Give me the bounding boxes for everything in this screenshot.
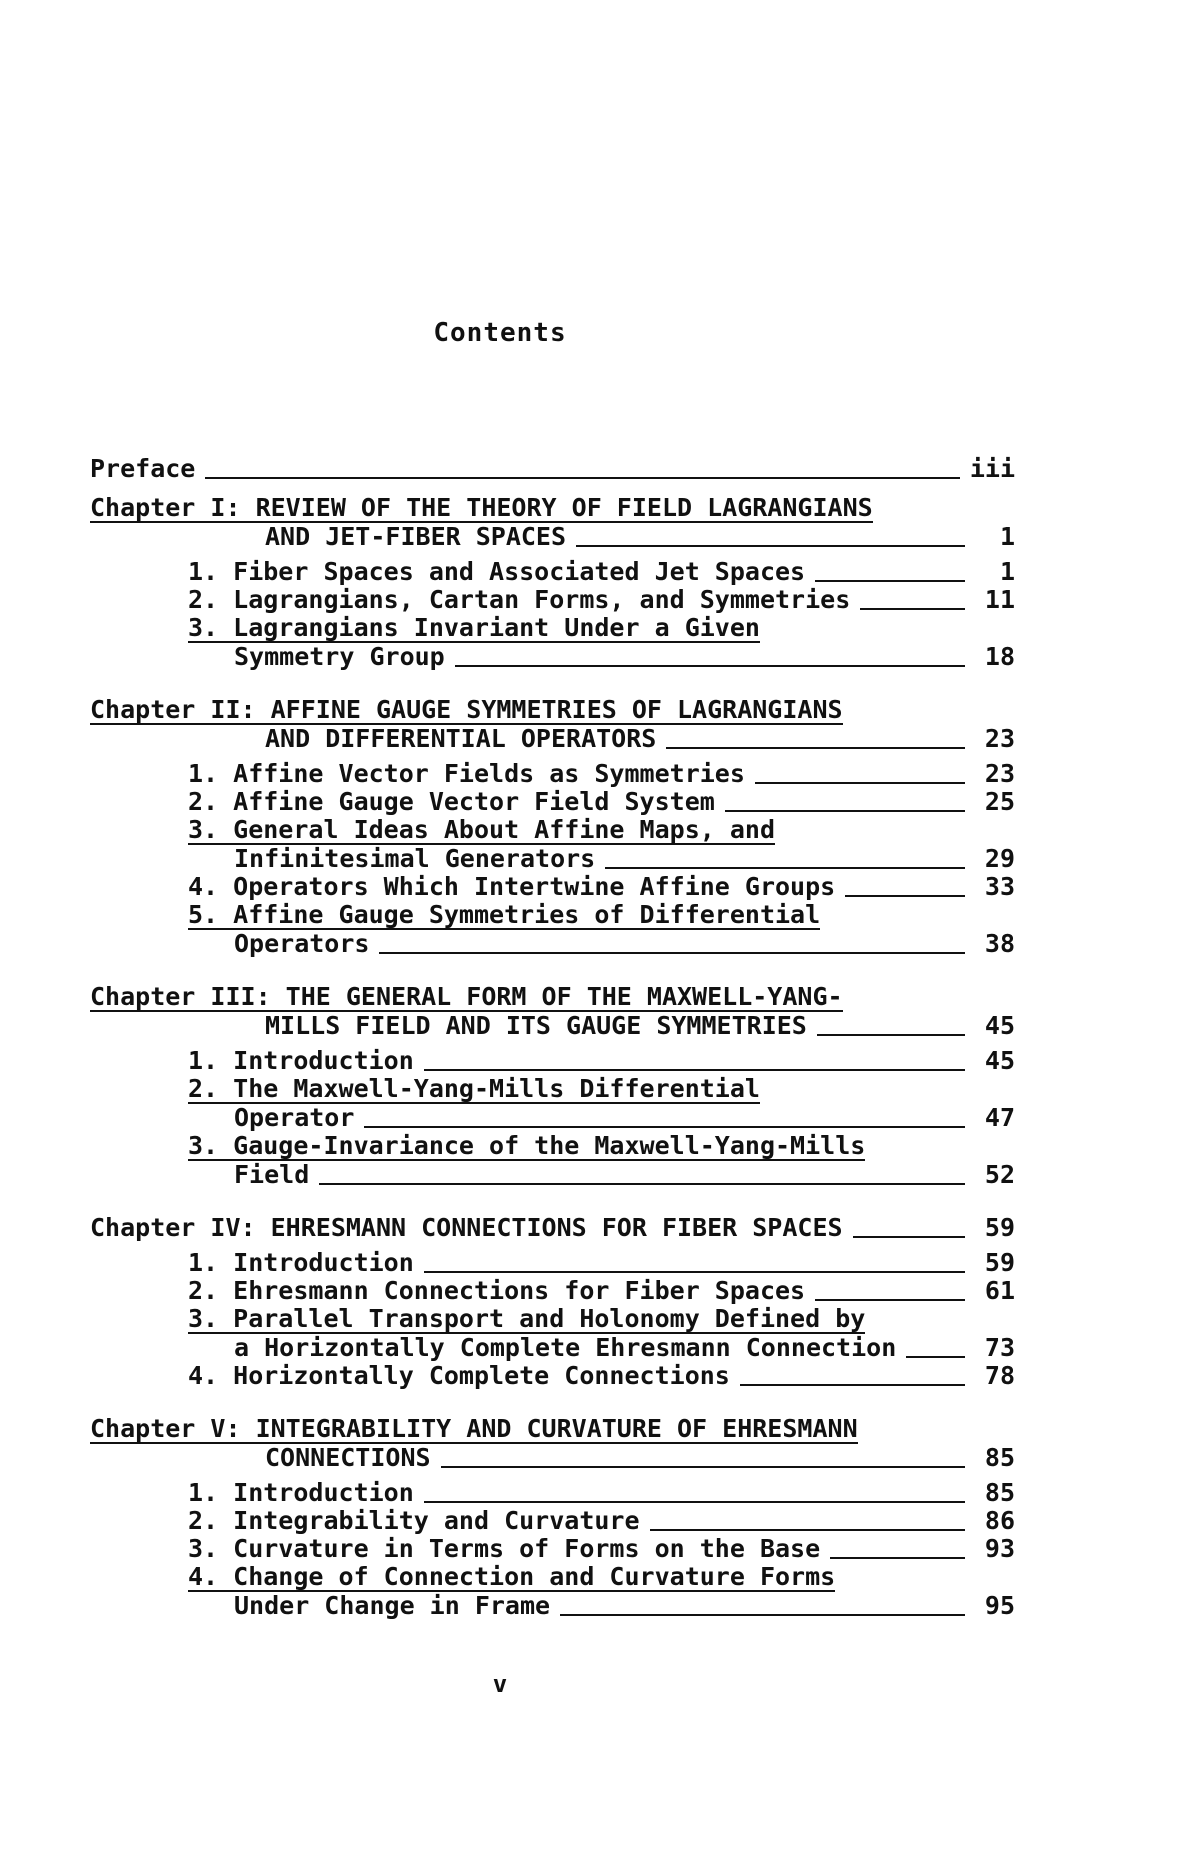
toc-section[interactable] [188,1479,1015,1506]
section-title-line1: 2. The Maxwell-Yang-Mills Differential [188,1074,760,1103]
section-page: 73 [984,1333,1015,1362]
chapter-block [90,1214,1015,1389]
leader-line [815,1299,965,1301]
toc-section[interactable] [188,1507,1015,1534]
leader-line [455,665,965,667]
leader-line [319,1183,965,1185]
section-page: 95 [984,1591,1015,1620]
chapter-title-line2: MILLS FIELD AND ITS GAUGE SYMMETRIES [265,1011,807,1040]
leader-line [755,782,965,784]
chapter-page: 23 [984,724,1015,753]
page-title: Contents [433,318,567,348]
toc-section[interactable] [188,1047,1015,1074]
leader-line [906,1356,965,1358]
leader-line [650,1529,965,1531]
section-page: 78 [984,1361,1015,1390]
toc-section[interactable] [188,901,1015,957]
leader-line [740,1384,965,1386]
leader-line [560,1614,965,1616]
leader-line [364,1126,965,1128]
section-page: 29 [984,844,1015,873]
section-page: 1 [999,557,1015,586]
section-title-line2: Operator [234,1103,355,1132]
section-title: 3. Curvature in Terms of Forms on the Base [188,1534,821,1563]
toc-entry-preface[interactable] [90,455,1015,482]
section-title: 4. Operators Which Intertwine Affine Groups [188,872,836,901]
section-title-line1: 4. Change of Connection and Curvature Forms [188,1562,836,1591]
preface-label: Preface [90,454,196,483]
leader-line [845,895,965,897]
section-list [90,1249,1015,1389]
section-title: 1. Introduction [188,1248,414,1277]
chapter-title-line2: AND JET-FIBER SPACES [265,522,567,551]
section-page: 59 [984,1248,1015,1277]
section-title: 2. Lagrangians, Cartan Forms, and Symmetries [188,585,851,614]
toc-section[interactable] [188,586,1015,613]
chapter-block [90,1415,1015,1619]
toc-section[interactable] [188,788,1015,815]
leader-line [853,1236,965,1238]
chapter-title: Chapter IV: EHRESMANN CONNECTIONS FOR FIBER SPACES [90,1213,843,1242]
toc-section[interactable] [188,1132,1015,1188]
leader-line [379,952,965,954]
table-of-contents [90,455,1015,1619]
chapter-block [90,696,1015,957]
section-title: 1. Fiber Spaces and Associated Jet Spaces [188,557,806,586]
section-page: 85 [984,1478,1015,1507]
leader-line [205,477,959,479]
section-page: 11 [984,585,1015,614]
section-page: 61 [984,1276,1015,1305]
section-list [90,558,1015,670]
leader-line [830,1557,965,1559]
section-title: 1. Introduction [188,1478,414,1507]
toc-chapter[interactable] [90,494,1015,550]
chapter-title-line1: Chapter III: THE GENERAL FORM OF THE MAXWELL-YANG- [90,982,843,1011]
section-title-line2: Under Change in Frame [234,1591,551,1620]
section-title-line2: Operators [234,929,370,958]
preface-page: iii [969,454,1015,483]
toc-section[interactable] [188,1535,1015,1562]
section-page: 33 [984,872,1015,901]
chapter-page: 59 [984,1213,1015,1242]
section-title-line1: 3. Parallel Transport and Holonomy Defined by [188,1304,866,1333]
chapter-title-line1: Chapter V: INTEGRABILITY AND CURVATURE OF EHRESMANN [90,1414,858,1443]
section-title-line1: 5. Affine Gauge Symmetries of Differential [188,900,821,929]
section-title: 2. Affine Gauge Vector Field System [188,787,715,816]
section-title: 1. Affine Vector Fields as Symmetries [188,759,745,788]
section-page: 47 [984,1103,1015,1132]
section-page: 25 [984,787,1015,816]
leader-line [860,608,965,610]
chapter-page: 85 [984,1443,1015,1472]
section-list [90,1047,1015,1188]
leader-line [441,1466,965,1468]
toc-section[interactable] [188,1305,1015,1361]
section-title: 2. Ehresmann Connections for Fiber Spaces [188,1276,806,1305]
chapter-block [90,983,1015,1188]
chapter-list [90,494,1015,1619]
leader-line [666,747,965,749]
chapter-block [90,494,1015,670]
section-title-line1: 3. Lagrangians Invariant Under a Given [188,613,760,642]
section-title-line1: 3. Gauge-Invariance of the Maxwell-Yang-Mills [188,1131,866,1160]
section-title: 2. Integrability and Curvature [188,1506,640,1535]
section-title: 1. Introduction [188,1046,414,1075]
chapter-title-line1: Chapter II: AFFINE GAUGE SYMMETRIES OF LAGRANGIANS [90,695,843,724]
toc-section[interactable] [188,1362,1015,1389]
toc-chapter[interactable] [90,983,1015,1039]
section-title-line2: Infinitesimal Generators [234,844,596,873]
section-title-line2: Symmetry Group [234,642,445,671]
toc-section[interactable] [188,1277,1015,1304]
toc-section[interactable] [188,1563,1015,1619]
leader-line [576,545,965,547]
toc-section[interactable] [188,760,1015,787]
chapter-title-line2: AND DIFFERENTIAL OPERATORS [265,724,657,753]
section-title: 4. Horizontally Complete Connections [188,1361,730,1390]
toc-chapter[interactable] [90,1214,1015,1241]
toc-section[interactable] [188,614,1015,670]
section-page: 93 [984,1534,1015,1563]
chapter-title-line2: CONNECTIONS [265,1443,431,1472]
toc-chapter[interactable] [90,1415,1015,1471]
toc-section[interactable] [188,1075,1015,1131]
section-page: 23 [984,759,1015,788]
leader-line [424,1271,965,1273]
toc-section[interactable] [188,558,1015,585]
section-page: 38 [984,929,1015,958]
toc-section[interactable] [188,1249,1015,1276]
toc-section[interactable] [188,873,1015,900]
section-list [90,1479,1015,1619]
page-number: v [492,1670,508,1698]
chapter-page: 45 [984,1011,1015,1040]
section-page: 52 [984,1160,1015,1189]
section-list [90,760,1015,957]
section-page: 18 [984,642,1015,671]
section-page: 45 [984,1046,1015,1075]
chapter-title-line1: Chapter I: REVIEW OF THE THEORY OF FIELD LAGRANGIANS [90,493,873,522]
section-page: 86 [984,1506,1015,1535]
leader-line [817,1034,965,1036]
toc-chapter[interactable] [90,696,1015,752]
section-title-line2: a Horizontally Complete Ehresmann Connection [234,1333,897,1362]
toc-section[interactable] [188,816,1015,872]
leader-line [725,810,965,812]
chapter-page: 1 [999,522,1015,551]
leader-line [605,867,965,869]
leader-line [424,1069,965,1071]
section-title-line1: 3. General Ideas About Affine Maps, and [188,815,775,844]
leader-line [815,580,965,582]
leader-line [424,1501,965,1503]
section-title-line2: Field [234,1160,310,1189]
